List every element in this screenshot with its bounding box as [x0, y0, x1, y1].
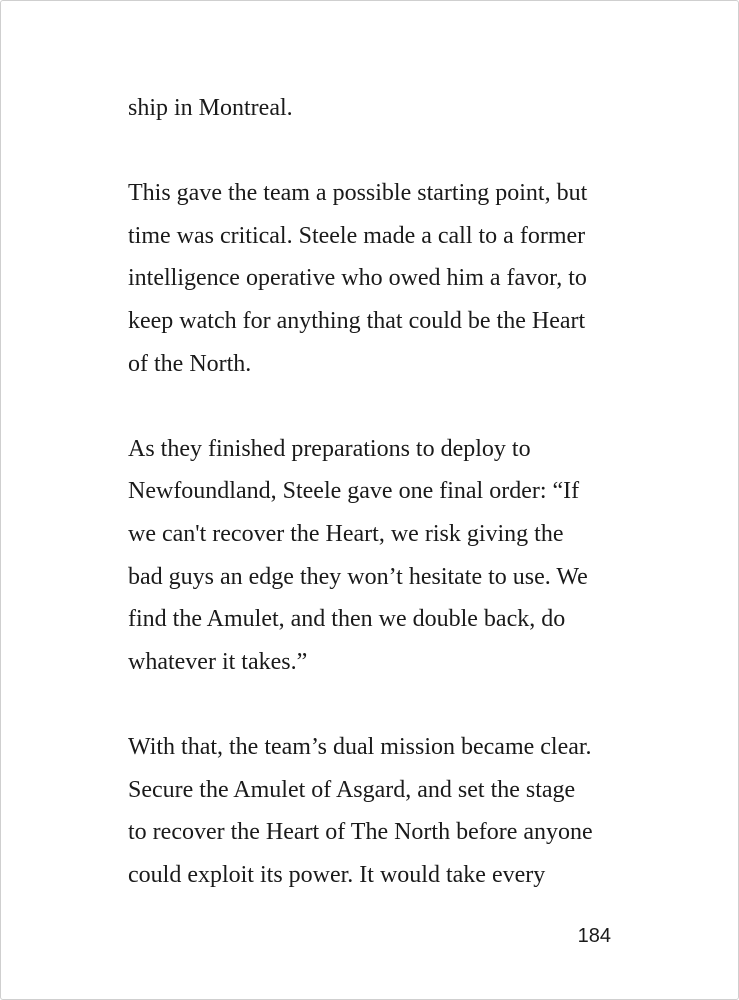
page-number: 184: [577, 925, 611, 947]
paragraph-2: This gave the team a possible starting point, but time was critical. Steele made a call to a former intelligence operative who owed him a favor, to keep watch for anything that could be the Heart of the North.: [128, 180, 588, 377]
body-text: [128, 87, 628, 896]
paragraph-4: With that, the team’s dual mission became clear. Secure the Amulet of Asgard, and set the stage to recover the Heart of The North before anyone could exploit its power. It would take every: [128, 733, 593, 888]
paragraph-3: As they finished preparations to deploy to Newfoundland, Steele gave one final order: “If we can't recover the Heart, we risk giving the bad guys an edge they won’t hesitate to use. We find the Amulet, and then we double back, do whatever it takes.”: [128, 435, 588, 675]
paragraph-1: ship in Montreal.: [128, 95, 293, 121]
